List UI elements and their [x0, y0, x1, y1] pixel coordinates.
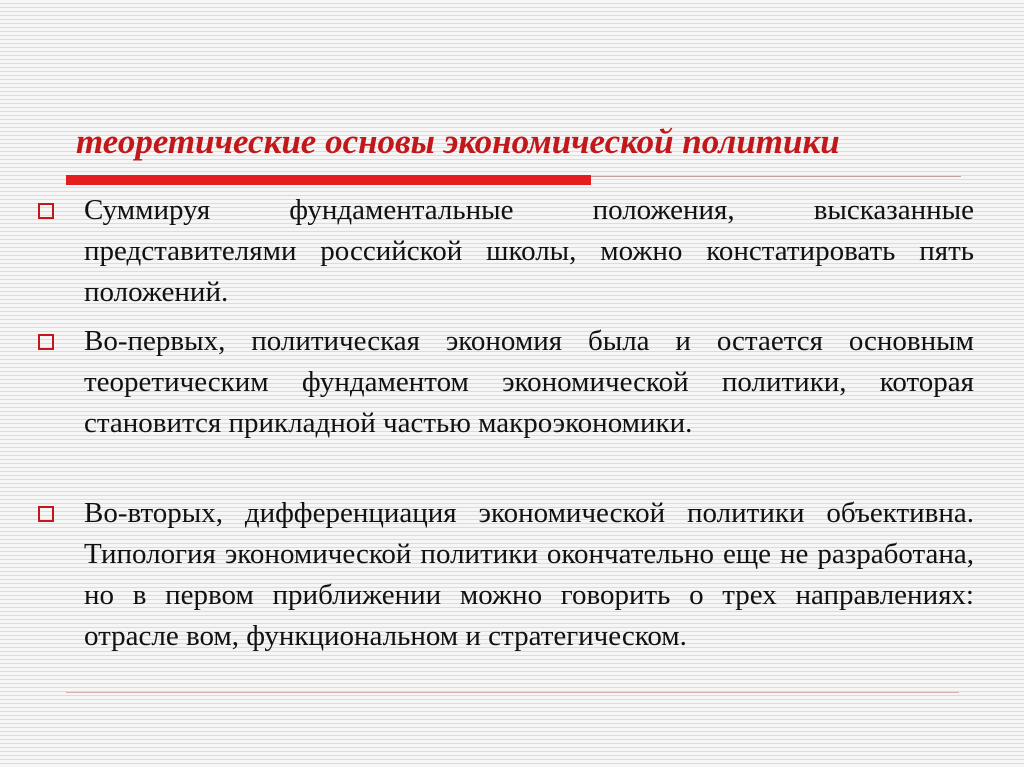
hollow-square-bullet-icon — [38, 506, 54, 522]
slide-title: теоретические основы экономической политики — [76, 122, 840, 161]
hollow-square-bullet-icon — [38, 334, 54, 350]
hollow-square-bullet-icon — [38, 203, 54, 219]
bullet-item-1: Суммируя фундаментальные положения, высказанные представителями российской школы, можно констатировать пять положений. — [84, 194, 974, 308]
bottom-divider — [66, 692, 959, 693]
bullet-item-3: Во-вторых, дифференциация экономической политики объективна. Типология экономической политики окончательно еще не разработана, но в первом приближении можно говорить о трех направлениях: отрасле вом, функциональном и стратегическом. — [84, 497, 974, 652]
bullet-item-2: Во-первых, политическая экономия была и остается основным теоретическим фундаментом экономической политики, которая становится прикладной частью макроэкономики. — [84, 325, 974, 439]
